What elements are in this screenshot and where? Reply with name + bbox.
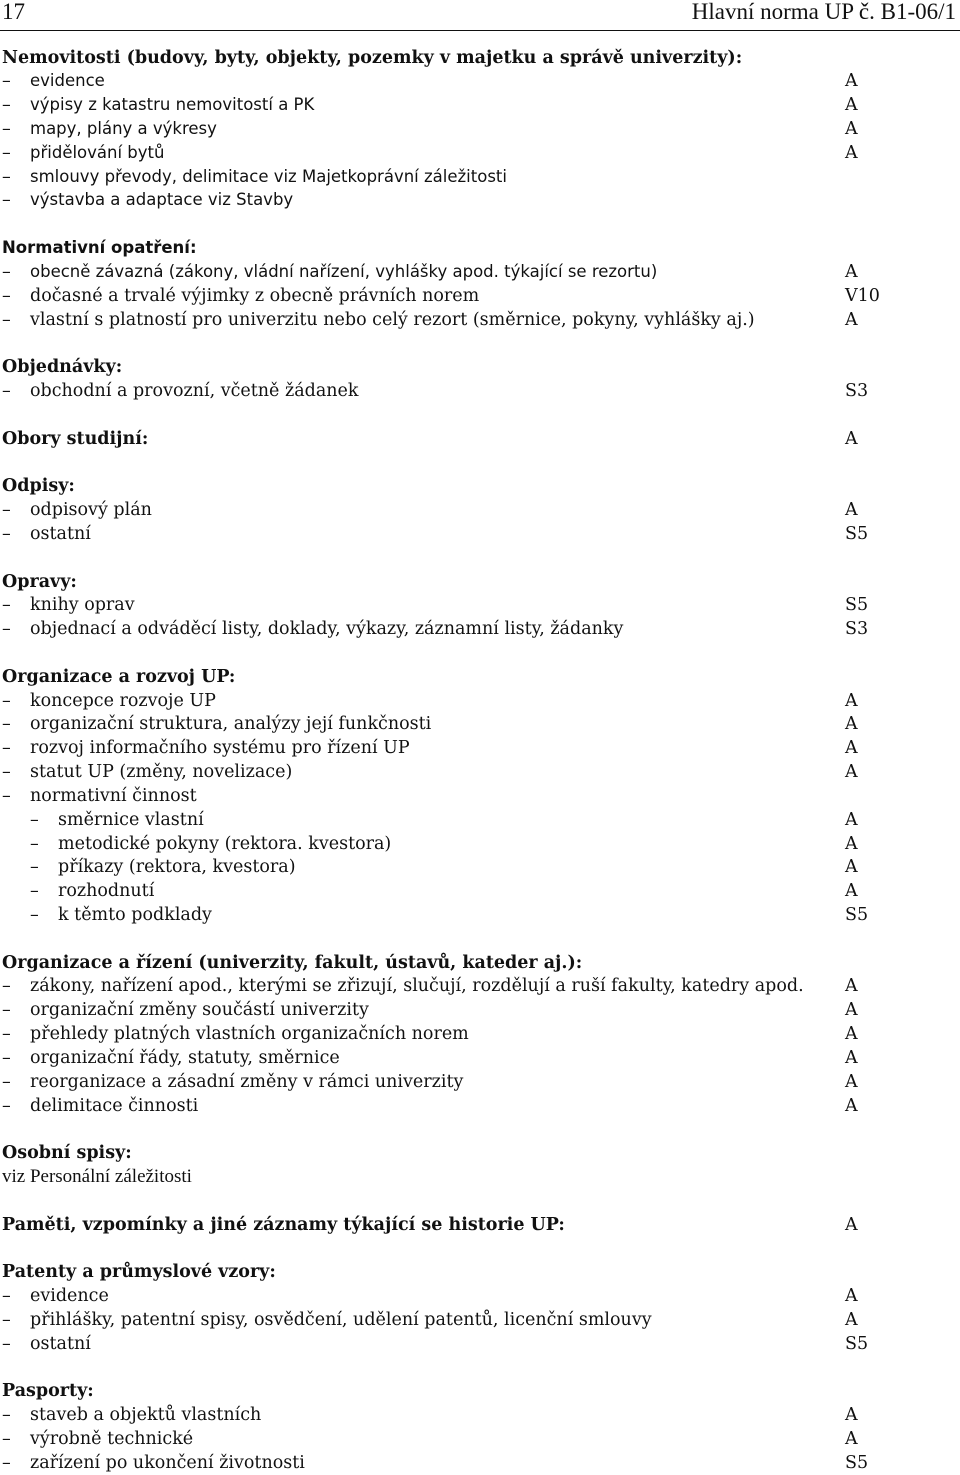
retention-code: S3 (845, 380, 869, 401)
retention-code: S5 (845, 595, 869, 616)
list-item (0, 760, 960, 784)
list-item (0, 93, 960, 117)
retention-code: A (845, 690, 858, 711)
section-heading: Objednávky: (2, 357, 123, 378)
item-text: dočasné a trvalé výjimky z obecně právních norem (30, 285, 480, 306)
item-text: rozhodnutí (58, 881, 155, 902)
list-item (0, 808, 960, 832)
list-dash: – (2, 71, 11, 92)
section-heading-row (0, 355, 960, 379)
retention-code: A (845, 857, 858, 878)
retention-code: A (845, 428, 858, 449)
retention-code: S5 (845, 523, 869, 544)
item-text: zařízení po ukončení životnosti (30, 1452, 305, 1473)
retention-code: A (845, 142, 858, 163)
list-dash: – (2, 1024, 11, 1045)
list-dash: – (2, 285, 11, 306)
list-dash: – (2, 380, 11, 401)
item-text: přihlášky, patentní spisy, osvědčení, udělení patentů, licenční smlouvy (30, 1309, 652, 1330)
section-heading: Odpisy: (2, 476, 75, 497)
list-dash: – (2, 261, 11, 282)
item-text: přehledy platných vlastních organizačních norem (30, 1024, 469, 1045)
text-row (0, 1165, 960, 1189)
list-item (0, 522, 960, 546)
list-item (0, 879, 960, 903)
list-item (0, 69, 960, 93)
retention-code: A (845, 1429, 858, 1450)
retention-code: A (845, 309, 858, 330)
list-dash: – (2, 595, 11, 616)
list-dash: – (30, 881, 39, 902)
retention-code: A (845, 762, 858, 783)
list-item (0, 855, 960, 879)
list-dash: – (2, 1405, 11, 1426)
item-text: reorganizace a zásadní změny v rámci univerzity (30, 1071, 464, 1092)
item-text: směrnice vlastní (58, 809, 204, 830)
document-title: Hlavní norma UP č. B1-06/1 (691, 0, 956, 24)
item-text: organizační řády, statuty, směrnice (30, 1047, 340, 1068)
list-item (0, 379, 960, 403)
list-item (0, 998, 960, 1022)
item-text: výstavba a adaptace viz Stavby (30, 190, 294, 210)
item-text: koncepce rozvoje UP (30, 690, 216, 711)
section-heading-row (0, 665, 960, 689)
list-item (0, 974, 960, 998)
retention-code: V10 (845, 285, 880, 306)
section-heading-row (0, 1213, 960, 1237)
list-item (0, 832, 960, 856)
retention-code: A (845, 1047, 858, 1068)
retention-code: A (845, 1000, 858, 1021)
section-heading-row (0, 474, 960, 498)
retention-code: A (845, 118, 858, 139)
section-heading: Organizace a rozvoj UP: (2, 666, 236, 687)
list-item (0, 117, 960, 141)
list-dash: – (2, 785, 11, 806)
item-text: objednací a odváděcí listy, doklady, výkazy, záznamní listy, žádanky (30, 619, 624, 640)
list-dash: – (2, 166, 11, 187)
list-item (0, 284, 960, 308)
item-text: evidence (30, 71, 105, 91)
list-item (0, 1451, 960, 1475)
list-item (0, 188, 960, 212)
retention-code: S5 (845, 1333, 869, 1354)
item-text: smlouvy převody, delimitace viz Majetkoprávní záležitosti (30, 166, 507, 186)
retention-code: A (845, 71, 858, 92)
section-heading: Nemovitosti (budovy, byty, objekty, pozemky v majetku a správě univerzity): (2, 47, 743, 68)
section-heading-row (0, 1141, 960, 1165)
list-dash: – (2, 118, 11, 139)
list-item (0, 1284, 960, 1308)
list-dash: – (2, 619, 11, 640)
retention-code: A (845, 95, 858, 116)
section-heading-row (0, 236, 960, 260)
list-item (0, 141, 960, 165)
list-dash: – (30, 905, 39, 926)
list-dash: – (2, 738, 11, 759)
item-text: přidělování bytů (30, 142, 165, 162)
item-text: příkazy (rektora, kvestora) (58, 857, 296, 878)
retention-code: A (845, 261, 858, 282)
list-item (0, 1070, 960, 1094)
section-heading: Osobní spisy: (2, 1143, 132, 1164)
item-text: metodické pokyny (rektora. kvestora) (58, 833, 392, 854)
item-text: organizační změny součástí univerzity (30, 1000, 369, 1021)
list-dash: – (2, 1309, 11, 1330)
section-heading: Organizace a řízení (univerzity, fakult, ústavů, kateder aj.): (2, 952, 583, 973)
retention-code: A (845, 1286, 858, 1307)
list-dash: – (2, 523, 11, 544)
item-text: staveb a objektů vlastních (30, 1405, 262, 1426)
list-dash: – (2, 190, 11, 211)
list-dash: – (2, 500, 11, 521)
retention-code: A (845, 1405, 858, 1426)
retention-code: S3 (845, 619, 869, 640)
item-text: vlastní s platností pro univerzitu nebo celý rezort (směrnice, pokyny, vyhlášky aj.) (30, 309, 755, 330)
list-dash: – (2, 1333, 11, 1354)
section-heading-row (0, 46, 960, 70)
list-item (0, 617, 960, 641)
item-text: knihy oprav (30, 595, 135, 616)
section-heading-row (0, 1379, 960, 1403)
retention-code: A (845, 1309, 858, 1330)
list-item (0, 1427, 960, 1451)
list-dash: – (30, 809, 39, 830)
retention-code: S5 (845, 1452, 869, 1473)
item-text: ostatní (30, 1333, 91, 1354)
item-text: mapy, plány a výkresy (30, 118, 217, 138)
list-item (0, 1046, 960, 1070)
retention-code: S5 (845, 905, 869, 926)
item-text: k těmto podklady (58, 905, 212, 926)
item-text: normativní činnost (30, 785, 197, 806)
list-item (0, 1332, 960, 1356)
retention-code: A (845, 833, 858, 854)
item-text: obchodní a provozní, včetně žádanek (30, 380, 359, 401)
item-text: statut UP (změny, novelizace) (30, 762, 293, 783)
list-item (0, 165, 960, 189)
item-text: viz Personální záležitosti (2, 1166, 192, 1188)
section-heading: Normativní opatření: (2, 238, 197, 258)
list-dash: – (2, 1452, 11, 1473)
list-dash: – (2, 762, 11, 783)
list-item (0, 1022, 960, 1046)
list-dash: – (30, 857, 39, 878)
list-dash: – (2, 690, 11, 711)
item-text: obecně závazná (zákony, vládní nařízení, vyhlášky apod. týkající se rezortu) (30, 261, 658, 281)
section-heading-row (0, 1260, 960, 1284)
item-text: zákony, nařízení apod., kterými se zřizují, slučují, rozdělují a ruší fakulty, katedry apod. (30, 976, 804, 997)
header-rule (0, 30, 960, 31)
item-text: výrobně technické (30, 1429, 194, 1450)
retention-code: A (845, 500, 858, 521)
section-heading: Obory studijní: (2, 428, 149, 449)
section-heading-row (0, 951, 960, 975)
list-item (0, 1308, 960, 1332)
retention-code: A (845, 1024, 858, 1045)
list-item (0, 498, 960, 522)
list-item (0, 593, 960, 617)
retention-code: A (845, 1071, 858, 1092)
retention-code: A (845, 1214, 858, 1235)
list-item (0, 260, 960, 284)
page-number: 17 (2, 0, 25, 24)
item-text: evidence (30, 1286, 109, 1307)
list-dash: – (2, 1286, 11, 1307)
retention-code: A (845, 976, 858, 997)
item-text: organizační struktura, analýzy její funkčnosti (30, 714, 432, 735)
list-item (0, 1403, 960, 1427)
retention-code: A (845, 809, 858, 830)
list-dash: – (2, 309, 11, 330)
list-dash: – (2, 142, 11, 163)
retention-code: A (845, 738, 858, 759)
item-text: výpisy z katastru nemovitostí a PK (30, 95, 315, 115)
list-dash: – (2, 714, 11, 735)
retention-code: A (845, 881, 858, 902)
item-text: delimitace činnosti (30, 1095, 199, 1116)
list-item (0, 1094, 960, 1118)
list-dash: – (2, 1071, 11, 1092)
list-dash: – (2, 1047, 11, 1068)
list-item (0, 736, 960, 760)
item-text: rozvoj informačního systému pro řízení UP (30, 738, 410, 759)
list-dash: – (2, 1429, 11, 1450)
retention-code: A (845, 714, 858, 735)
list-dash: – (2, 95, 11, 116)
list-dash: – (30, 833, 39, 854)
section-heading: Paměti, vzpomínky a jiné záznamy týkající se historie UP: (2, 1214, 565, 1235)
section-heading: Patenty a průmyslové vzory: (2, 1262, 276, 1283)
list-item (0, 712, 960, 736)
list-dash: – (2, 976, 11, 997)
section-heading: Pasporty: (2, 1381, 94, 1402)
list-item (0, 784, 960, 808)
retention-code: A (845, 1095, 858, 1116)
list-dash: – (2, 1000, 11, 1021)
section-heading-row (0, 570, 960, 594)
list-item (0, 903, 960, 927)
page-header (0, 0, 960, 28)
list-item (0, 308, 960, 332)
list-dash: – (2, 1095, 11, 1116)
section-heading-row (0, 427, 960, 451)
item-text: odpisový plán (30, 500, 152, 521)
list-item (0, 689, 960, 713)
section-heading: Opravy: (2, 571, 77, 592)
item-text: ostatní (30, 523, 91, 544)
